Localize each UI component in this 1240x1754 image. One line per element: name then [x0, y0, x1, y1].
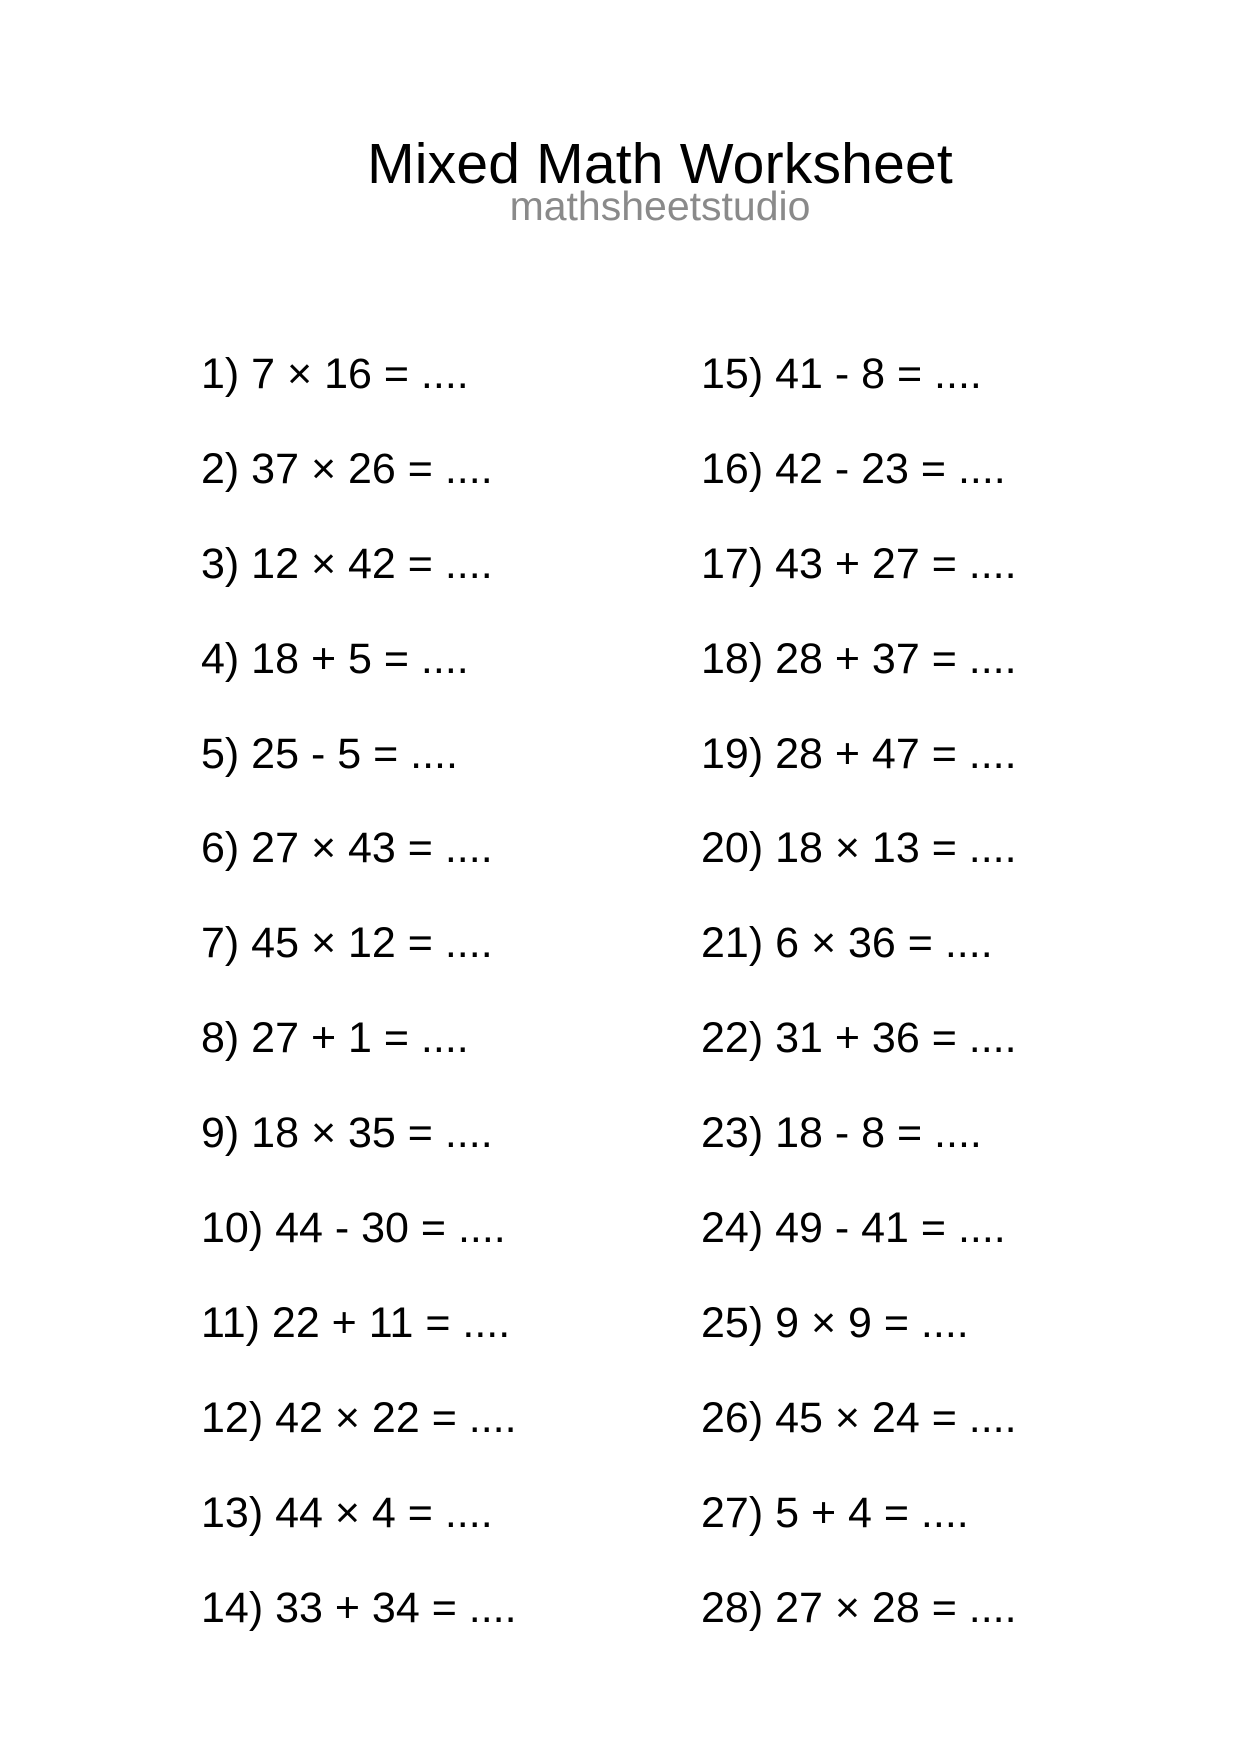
- math-problem-1: 1) 7 × 16 = ....: [201, 350, 469, 398]
- math-problem-3: 3) 12 × 42 = ....: [201, 539, 493, 588]
- math-problem-4: 4) 18 + 5 = ....: [201, 634, 469, 683]
- math-problem-23: 23) 18 - 8 = ....: [701, 1109, 982, 1158]
- math-problem-28: 28) 27 × 28 = ....: [701, 1583, 1017, 1632]
- math-problem-17: 17) 43 + 27 = ....: [701, 539, 1017, 588]
- worksheet-title: Mixed Math Worksheet: [367, 132, 953, 197]
- worksheet-subtitle: mathsheetstudio: [509, 183, 811, 229]
- math-problem-25: 25) 9 × 9 = ....: [701, 1298, 969, 1347]
- math-problem-24: 24) 49 - 41 = ....: [701, 1204, 1006, 1253]
- math-problem-11: 11) 22 + 11 = ....: [201, 1298, 511, 1347]
- math-problem-21: 21) 6 × 36 = ....: [701, 919, 993, 968]
- math-problem-5: 5) 25 - 5 = ....: [201, 729, 458, 778]
- math-problem-20: 20) 18 × 13 = ....: [701, 824, 1017, 873]
- problem-column-left: [201, 350, 517, 1681]
- math-problem-22: 22) 31 + 36 = ....: [701, 1014, 1017, 1063]
- math-problem-15: 15) 41 - 8 = ....: [701, 350, 982, 398]
- problem-column-right: [701, 350, 1017, 1681]
- math-problem-14: 14) 33 + 34 = ....: [201, 1583, 517, 1632]
- math-problem-2: 2) 37 × 26 = ....: [201, 444, 493, 493]
- math-problem-13: 13) 44 × 4 = ....: [201, 1488, 493, 1537]
- math-problem-9: 9) 18 × 35 = ....: [201, 1109, 493, 1158]
- math-problem-7: 7) 45 × 12 = ....: [201, 919, 493, 968]
- math-problem-16: 16) 42 - 23 = ....: [701, 444, 1006, 493]
- math-problem-19: 19) 28 + 47 = ....: [701, 729, 1017, 778]
- math-problem-10: 10) 44 - 30 = ....: [201, 1204, 506, 1253]
- math-problem-18: 18) 28 + 37 = ....: [701, 634, 1017, 683]
- math-problem-27: 27) 5 + 4 = ....: [701, 1488, 969, 1537]
- math-problem-12: 12) 42 × 22 = ....: [201, 1393, 517, 1442]
- math-problem-8: 8) 27 + 1 = ....: [201, 1014, 469, 1063]
- math-problem-26: 26) 45 × 24 = ....: [701, 1393, 1017, 1442]
- math-problem-6: 6) 27 × 43 = ....: [201, 824, 493, 873]
